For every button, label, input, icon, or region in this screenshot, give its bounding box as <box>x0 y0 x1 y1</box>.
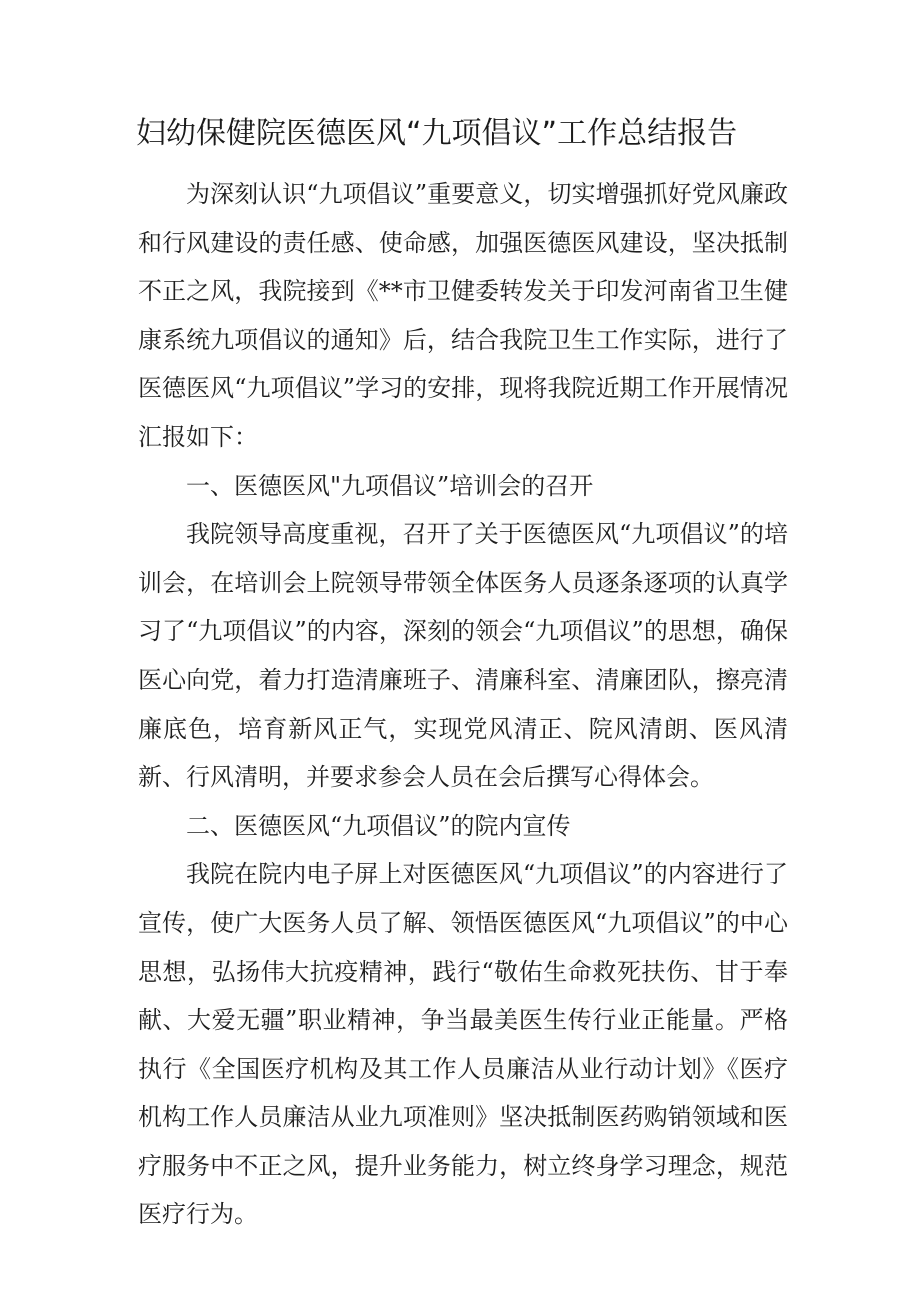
document-body <box>138 170 788 1239</box>
section-heading-2: 二、医德医风“九项倡议”的院内宣传 <box>186 811 571 840</box>
section-1-paragraph: 我院领导高度重视，召开了关于医德医风“九项倡议”的培训会，在培训会上院领导带领全体医务人员逐条逐项的认真学习了“九项倡议”的内容，深刻的领会“九项倡议”的思想，确保医心向党，着力打造清廉班子、清廉科室、清廉团队，擦亮清廉底色，培育新风正气，实现党风清正、院风清朗、医风清新、行风清明，并要求参会人员在会后撰写心得体会。 <box>138 520 788 792</box>
section-2-paragraph: 我院在院内电子屏上对医德医风“九项倡议”的内容进行了宣传，使广大医务人员了解、领悟医德医风“九项倡议”的中心思想，弘扬伟大抗疫精神，践行“敬佑生命救死扶伤、甘于奉献、大爱无疆”职业精神，争当最美医生传行业正能量。严格执行《全国医疗机构及其工作人员廉洁从业行动计划》《医疗机构工作人员廉洁从业九项准则》坚决抵制医药购销领域和医疗服务中不正之风，提升业务能力，树立终身学习理念，规范医疗行为。 <box>138 860 788 1229</box>
document-title: 妇幼保健院医德医风“九项倡议”工作总结报告 <box>136 116 738 151</box>
section-heading-1: 一、医德医风"九项倡议”培训会的召开 <box>186 471 594 500</box>
intro-paragraph: 为深刻认识“九项倡议”重要意义，切实增强抓好党风廉政和行风建设的责任感、使命感，加强医德医风建设，坚决抵制不正之风，我院接到《**市卫健委转发关于印发河南省卫生健康系统九项倡议的通知》后，结合我院卫生工作实际，进行了医德医风“九项倡议”学习的安排，现将我院近期工作开展情况汇报如下： <box>138 180 788 451</box>
